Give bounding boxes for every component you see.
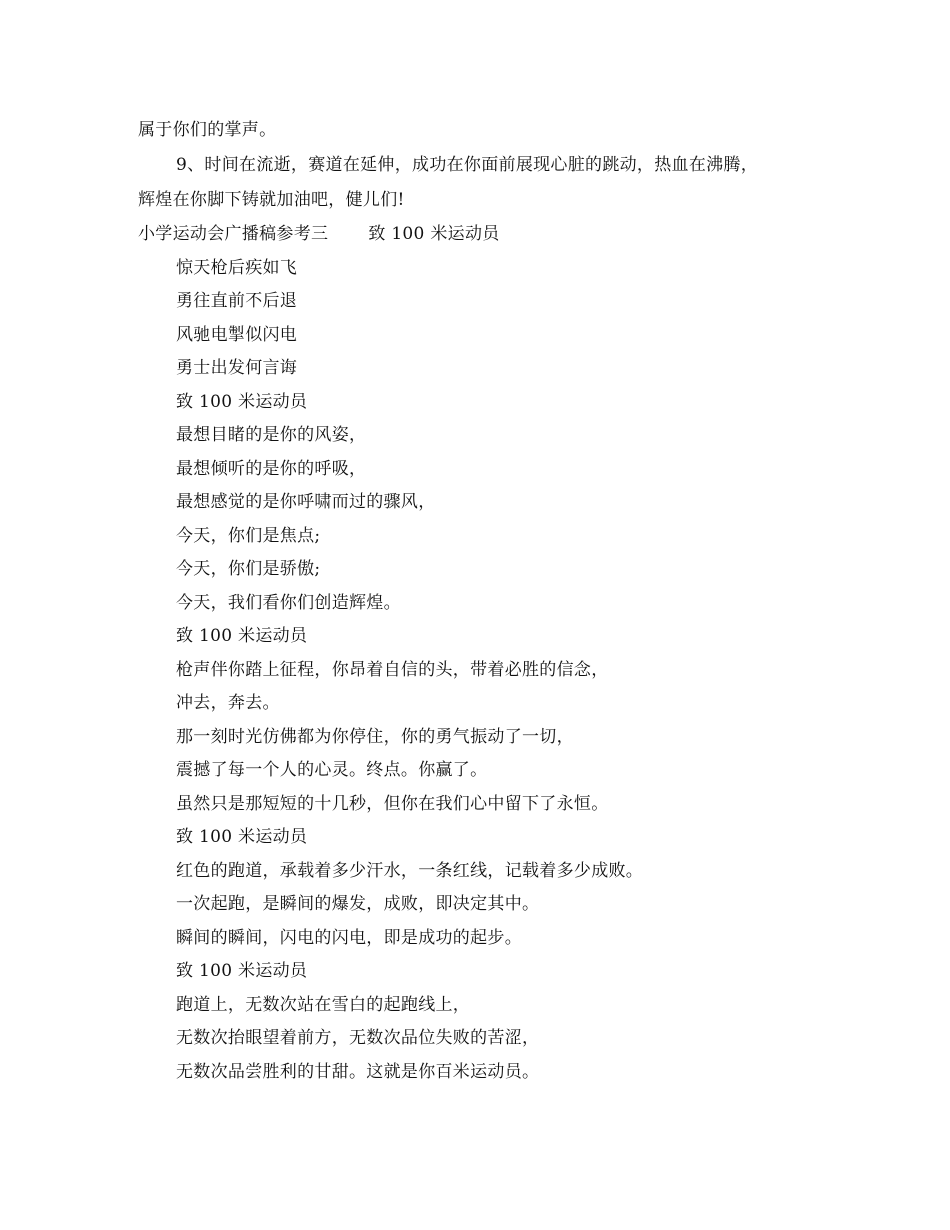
- poem-line: 最想感觉的是你呼啸而过的骤风，: [176, 492, 436, 512]
- poem-line: 冲去，奔去。: [176, 693, 280, 713]
- poem-line: 惊天枪后疾如飞: [176, 258, 298, 278]
- poem-line: 无数次抬眼望着前方，无数次品位失败的苦涩，: [176, 1028, 540, 1048]
- poem-line: 今天，你们是焦点;: [176, 526, 321, 546]
- poem-section-title: 致 100 米运动员: [176, 827, 308, 847]
- poem-line: 枪声伴你踏上征程，你昂着自信的头，带着必胜的信念，: [176, 660, 609, 680]
- poem-line: 最想目睹的是你的风姿，: [176, 425, 367, 445]
- poem-line: 红色的跑道，承载着多少汗水，一条红线，记载着多少成败。: [176, 861, 644, 881]
- poem-line: 今天，我们看你们创造辉煌。: [176, 593, 401, 613]
- section-subheading: 致 100 米运动员: [368, 224, 500, 244]
- poem-line: 勇往直前不后退: [176, 291, 298, 311]
- poem-line: 最想倾听的是你的呼吸，: [176, 459, 367, 479]
- item-9-line-1: 9、时间在流逝，赛道在延伸，成功在你面前展现心脏的跳动，热血在沸腾，: [176, 155, 759, 175]
- section-heading: 小学运动会广播稿参考三: [138, 224, 329, 244]
- poem-line: 无数次品尝胜利的甘甜。这就是你百米运动员。: [176, 1062, 540, 1082]
- poem-section-title: 致 100 米运动员: [176, 961, 308, 981]
- poem-line: 跑道上，无数次站在雪白的起跑线上，: [176, 995, 471, 1015]
- item-9-line-2: 辉煌在你脚下铸就加油吧，健儿们!: [138, 190, 405, 210]
- section-heading-row: [138, 224, 500, 244]
- poem-line: 勇士出发何言诲: [176, 358, 298, 378]
- poem-section-title: 致 100 米运动员: [176, 626, 308, 646]
- poem-line: 今天，你们是骄傲;: [176, 559, 321, 579]
- poem-line: 那一刻时光仿佛都为你停住，你的勇气振动了一切，: [176, 727, 574, 747]
- poem-line: 瞬间的瞬间，闪电的闪电，即是成功的起步。: [176, 928, 522, 948]
- poem-line: 一次起跑，是瞬间的爆发，成败，即决定其中。: [176, 894, 540, 914]
- poem-line: 震撼了每一个人的心灵。终点。你赢了。: [176, 760, 488, 780]
- continuation-line: 属于你们的掌声。: [138, 120, 277, 140]
- poem-line: 虽然只是那短短的十几秒，但你在我们心中留下了永恒。: [176, 794, 609, 814]
- poem-line: 风驰电掣似闪电: [176, 325, 298, 345]
- poem-section-title: 致 100 米运动员: [176, 392, 308, 412]
